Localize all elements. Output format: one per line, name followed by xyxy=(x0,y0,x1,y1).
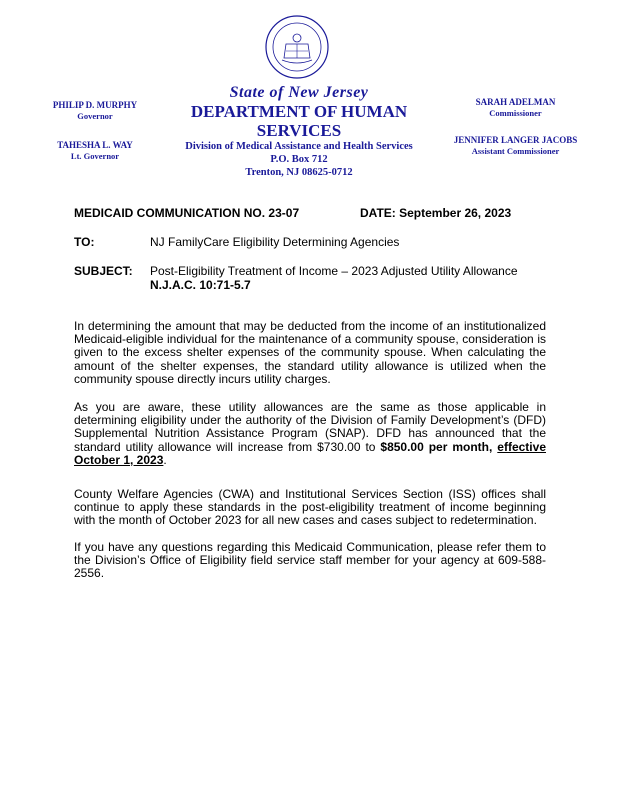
letterhead xyxy=(0,0,618,178)
lt-governor-title: Lt. Governor xyxy=(70,151,120,161)
governor-block xyxy=(40,100,150,122)
po-box: P.O. Box 712 xyxy=(270,154,328,165)
communication-number: MEDICAID COMMUNICATION NO. 23-07 xyxy=(74,206,300,220)
state-name: State of New Jersey xyxy=(229,84,369,101)
to-value: NJ FamilyCare Eligibility Determining Agencies xyxy=(150,235,400,249)
paragraph-2-text: As you are aware, these utility allowances are the same as those applicable in determining eligibility under the authority of the Division of Family Development’s (DFD) Supplemental Nutrition Assistance Program (SNAP). DFD has announced that the standard utility allowance will increase from $730.00 to xyxy=(74,400,546,454)
communication-date: DATE: September 26, 2023 xyxy=(360,206,512,220)
subject-value: Post-Eligibility Treatment of Income – 2023 Adjusted Utility Allowance xyxy=(150,264,518,278)
effective-date: effective October 1, 2023 xyxy=(74,439,546,467)
assistant-commissioner-title: Assistant Commissioner xyxy=(471,146,560,156)
paragraph-2 xyxy=(74,401,546,467)
new-allowance-amount: $850.00 per month, xyxy=(380,439,498,454)
paragraph-4: If you have any questions regarding this Medicaid Communication, please refer them to the Division’s Office of Eligibility field service staff member for your agency at 609-588-2556. xyxy=(74,540,546,581)
commissioner-title: Commissioner xyxy=(489,108,542,118)
division-name: Division of Medical Assistance and Health Services xyxy=(185,141,413,152)
assistant-commissioner-name: JENNIFER LANGER JACOBS xyxy=(453,135,578,145)
city-address: Trenton, NJ 08625-0712 xyxy=(245,167,353,178)
lt-governor-block xyxy=(40,140,150,162)
commissioner-block xyxy=(448,97,583,119)
subject-label: SUBJECT: xyxy=(74,264,133,278)
subject-line xyxy=(74,264,546,294)
state-seal-icon xyxy=(264,14,330,80)
communication-header xyxy=(74,206,546,220)
paragraph-3: County Welfare Agencies (CWA) and Institutional Services Section (ISS) offices shall continue to apply these standards in the post-eligibility treatment of income beginning with the month of October 2023 for all new cases and cases subject to redetermination. xyxy=(74,487,546,528)
department-name: DEPARTMENT OF HUMAN SERVICES xyxy=(190,102,408,140)
lt-governor-name: TAHESHA L. WAY xyxy=(57,140,133,150)
paragraph-1: In determining the amount that may be deducted from the income of an institutionalized Medicaid-eligible individual for the maintenance of a community spouse, consideration is given to the excess shelter expenses of the community spouse. When calculating the amount of the shelter expenses, the standard utility allowance is utilized when the community spouse directly incurs utility charges. xyxy=(74,319,546,386)
to-label: TO: xyxy=(74,235,95,249)
governor-name: PHILIP D. MURPHY xyxy=(52,100,138,110)
commissioner-name: SARAH ADELMAN xyxy=(475,97,556,107)
subject-value-block xyxy=(150,264,550,292)
paragraph-2-end: . xyxy=(163,452,167,467)
governor-title: Governor xyxy=(77,111,113,121)
assistant-commissioner-block xyxy=(448,135,583,157)
department-heading xyxy=(150,84,448,179)
to-line xyxy=(74,235,546,251)
subject-citation: N.J.A.C. 10:71-5.7 xyxy=(150,278,251,292)
